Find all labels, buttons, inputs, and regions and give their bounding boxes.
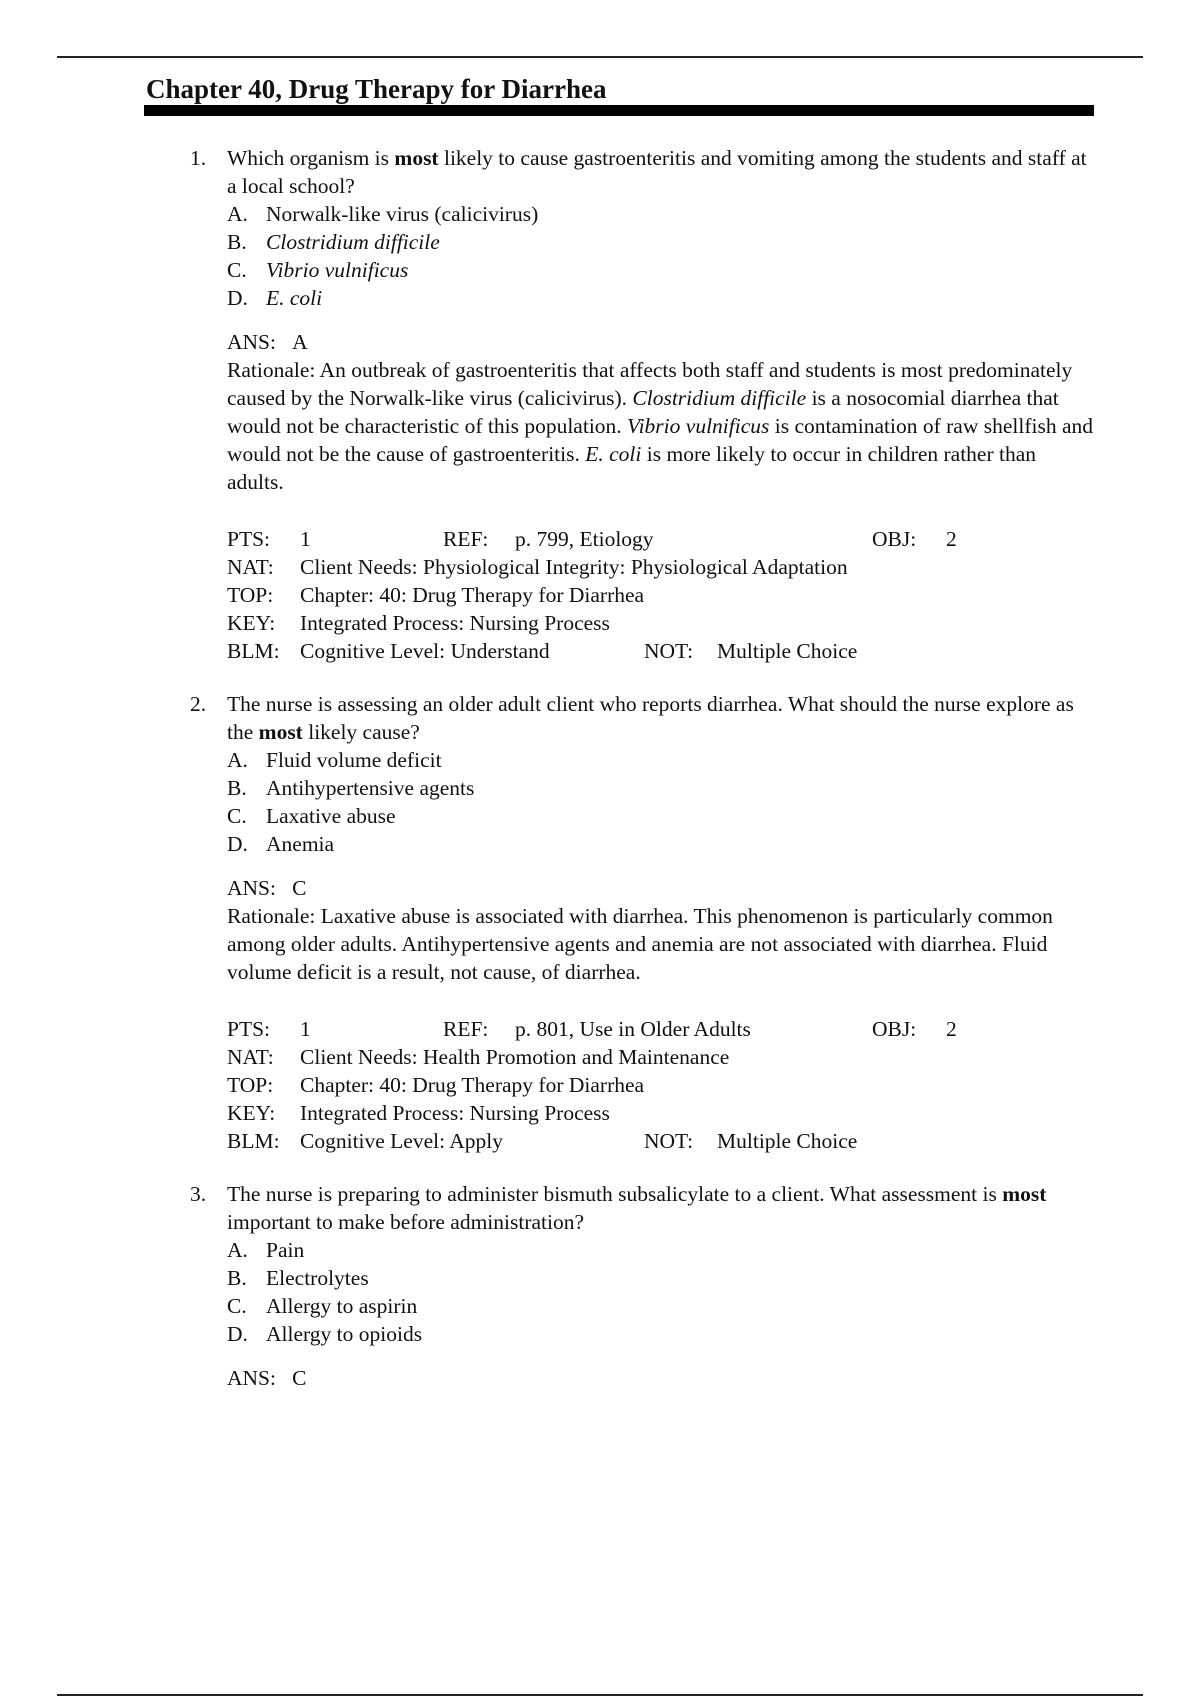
stem-text: The nurse is assessing an older adult client who reports diarrhea. What should the nurse explore as the xyxy=(227,692,1074,744)
option-a xyxy=(227,1236,1097,1264)
chapter-title: Chapter 40, Drug Therapy for Diarrhea xyxy=(146,74,607,104)
option-a xyxy=(227,746,1097,774)
pts-label: PTS: xyxy=(227,1017,271,1041)
stem-text: likely to cause gastroenteritis and vomiting among the students and staff at a local school? xyxy=(227,146,1087,198)
option-letter: D. xyxy=(227,1322,248,1346)
option-text: Anemia xyxy=(266,832,335,856)
answer-value: A xyxy=(292,330,308,354)
obj-label: OBJ: xyxy=(872,527,917,551)
answer-value: C xyxy=(292,876,307,900)
top-label: TOP: xyxy=(227,583,274,607)
answer-label: ANS: xyxy=(227,1366,276,1390)
meta-row-key xyxy=(227,609,1097,637)
option-letter: C. xyxy=(227,804,247,828)
meta-row-blm xyxy=(227,1127,1097,1155)
stem-text: The nurse is preparing to administer bismuth subsalicylate to a client. What assessment is xyxy=(227,1182,1003,1206)
blm-label: BLM: xyxy=(227,639,280,663)
meta-row-nat xyxy=(227,1043,1097,1071)
pts-value: 1 xyxy=(300,527,311,551)
option-text: Vibrio vulnificus xyxy=(266,258,409,282)
ref-label: REF: xyxy=(443,1017,489,1041)
rationale-italic: Clostridium difficile xyxy=(632,386,807,410)
option-text: Electrolytes xyxy=(266,1266,369,1290)
option-text: Laxative abuse xyxy=(266,804,396,828)
question-metadata xyxy=(227,1015,1097,1155)
question-stem xyxy=(227,144,1097,200)
option-letter: A. xyxy=(227,1238,248,1262)
rationale-text: Rationale: An outbreak of gastroenteritis that affects both staff and students is most predominately caused by the Norwalk-like virus (calicivirus). xyxy=(227,358,1073,410)
answer-label: ANS: xyxy=(227,876,276,900)
option-c xyxy=(227,802,1097,830)
title-underline-bar xyxy=(144,105,1094,116)
option-b xyxy=(227,228,1097,256)
obj-value: 2 xyxy=(946,527,957,551)
not-value: Multiple Choice xyxy=(717,639,858,663)
answer-line xyxy=(227,1364,1097,1392)
answer-options xyxy=(227,1236,1097,1348)
option-d xyxy=(227,1320,1097,1348)
top-label: TOP: xyxy=(227,1073,274,1097)
answer-value: C xyxy=(292,1366,307,1390)
question-metadata xyxy=(227,525,1097,665)
option-letter: A. xyxy=(227,748,248,772)
nat-label: NAT: xyxy=(227,555,274,579)
option-a xyxy=(227,200,1097,228)
stem-text: likely cause? xyxy=(302,720,420,744)
option-d xyxy=(227,830,1097,858)
answer-line xyxy=(227,874,1097,902)
obj-value: 2 xyxy=(946,1017,957,1041)
question-number: 2. xyxy=(190,692,207,716)
ref-value: p. 799, Etiology xyxy=(515,527,654,551)
nat-label: NAT: xyxy=(227,1045,274,1069)
nat-value: Client Needs: Physiological Integrity: Physiological Adaptation xyxy=(300,555,848,579)
stem-emphasis: most xyxy=(394,146,439,170)
option-c xyxy=(227,256,1097,284)
key-value: Integrated Process: Nursing Process xyxy=(300,1101,610,1125)
meta-row-pts xyxy=(227,1015,1097,1043)
ref-label: REF: xyxy=(443,527,489,551)
not-value: Multiple Choice xyxy=(717,1129,858,1153)
bottom-rule xyxy=(57,1694,1143,1696)
blm-label: BLM: xyxy=(227,1129,280,1153)
stem-text: Which organism is xyxy=(227,146,395,170)
option-text: Pain xyxy=(266,1238,305,1262)
option-text: Clostridium difficile xyxy=(266,230,440,254)
option-letter: D. xyxy=(227,832,248,856)
answer-label: ANS: xyxy=(227,330,276,354)
option-text: Norwalk-like virus (calicivirus) xyxy=(266,202,539,226)
pts-label: PTS: xyxy=(227,527,271,551)
option-text: Allergy to opioids xyxy=(266,1322,423,1346)
meta-row-pts xyxy=(227,525,1097,553)
answer-line xyxy=(227,328,1097,356)
option-letter: A. xyxy=(227,202,248,226)
rationale-italic: E. coli xyxy=(585,442,642,466)
option-letter: C. xyxy=(227,1294,247,1318)
option-text: E. coli xyxy=(266,286,323,310)
ref-value: p. 801, Use in Older Adults xyxy=(515,1017,751,1041)
stem-emphasis: most xyxy=(1002,1182,1047,1206)
question-body xyxy=(227,1180,1097,1392)
top-value: Chapter: 40: Drug Therapy for Diarrhea xyxy=(300,1073,645,1097)
blm-value: Cognitive Level: Apply xyxy=(300,1129,504,1153)
not-label: NOT: xyxy=(644,639,694,663)
pts-value: 1 xyxy=(300,1017,311,1041)
question-body xyxy=(227,690,1097,1155)
obj-label: OBJ: xyxy=(872,1017,917,1041)
key-label: KEY: xyxy=(227,1101,276,1125)
option-text: Fluid volume deficit xyxy=(266,748,442,772)
option-letter: B. xyxy=(227,776,247,800)
meta-row-top xyxy=(227,1071,1097,1099)
top-value: Chapter: 40: Drug Therapy for Diarrhea xyxy=(300,583,645,607)
option-letter: B. xyxy=(227,230,247,254)
option-b xyxy=(227,774,1097,802)
question-stem xyxy=(227,1180,1097,1236)
rationale-text: is contamination of raw shellfish and would not be the cause of gastroenteritis. xyxy=(227,414,1093,466)
option-c xyxy=(227,1292,1097,1320)
answer-options xyxy=(227,746,1097,858)
stem-emphasis: most xyxy=(258,720,303,744)
answer-options xyxy=(227,200,1097,312)
option-d xyxy=(227,284,1097,312)
blm-value: Cognitive Level: Understand xyxy=(300,639,550,663)
not-label: NOT: xyxy=(644,1129,694,1153)
option-text: Antihypertensive agents xyxy=(266,776,475,800)
option-letter: B. xyxy=(227,1266,247,1290)
key-label: KEY: xyxy=(227,611,276,635)
top-rule xyxy=(57,56,1143,58)
meta-row-top xyxy=(227,581,1097,609)
rationale-italic: Vibrio vulnificus xyxy=(627,414,770,438)
meta-row-blm xyxy=(227,637,1097,665)
meta-row-nat xyxy=(227,553,1097,581)
question-number: 1. xyxy=(190,146,207,170)
stem-text: important to make before administration? xyxy=(227,1210,585,1234)
nat-value: Client Needs: Health Promotion and Maintenance xyxy=(300,1045,730,1069)
option-b xyxy=(227,1264,1097,1292)
rationale: Rationale: Laxative abuse is associated with diarrhea. This phenomenon is particularly common among older adults. Antihypertensive agents and anemia are not associated with diarrhea. Fluid volume deficit is a result, not cause, of diarrhea. xyxy=(227,904,1053,984)
option-text: Allergy to aspirin xyxy=(266,1294,418,1318)
rationale-text: is more likely to occur in children rather than adults. xyxy=(227,442,1037,494)
rationale-text: is a nosocomial diarrhea that would not be characteristic of this population. xyxy=(227,386,1059,438)
question-stem xyxy=(227,690,1097,746)
key-value: Integrated Process: Nursing Process xyxy=(300,611,610,635)
rationale xyxy=(227,356,1097,496)
meta-row-key xyxy=(227,1099,1097,1127)
option-letter: C. xyxy=(227,258,247,282)
question-number: 3. xyxy=(190,1182,207,1206)
option-letter: D. xyxy=(227,286,248,310)
question-body xyxy=(227,144,1097,665)
